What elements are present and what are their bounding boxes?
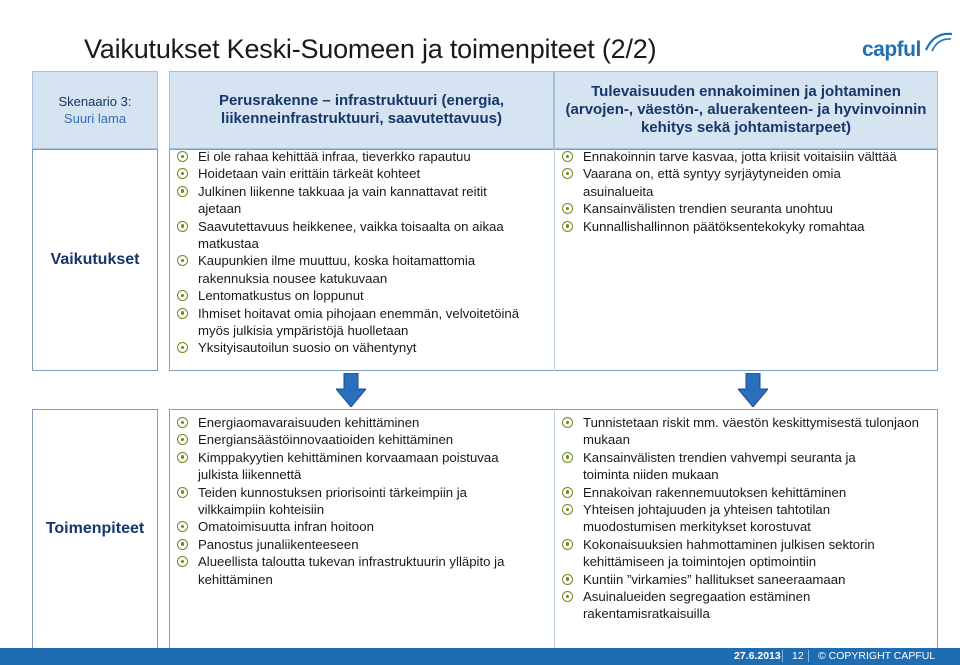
list-item: Omatoimisuutta infran hoitoon <box>169 518 549 535</box>
target-bullet-icon <box>177 186 188 197</box>
page-title: Vaikutukset Keski-Suomeen ja toimenpiteet (2/2) <box>84 34 657 64</box>
down-arrow-icon <box>738 373 768 407</box>
target-bullet-icon <box>562 151 573 162</box>
list-item: Julkinen liikenne takkuaa ja vain kannattavat reitit ajetaan <box>169 183 549 218</box>
target-bullet-icon <box>177 452 188 463</box>
scenario-number: Skenaario 3: <box>58 94 132 109</box>
target-bullet-icon <box>177 521 188 532</box>
measures-left-list <box>169 414 549 588</box>
target-bullet-icon <box>177 255 188 266</box>
target-bullet-icon <box>177 168 188 179</box>
list-item: Hoidetaan vain erittäin tärkeät kohteet <box>169 165 549 182</box>
target-bullet-icon <box>562 591 573 602</box>
list-item: Ennakoinnin tarve kasvaa, jotta kriisit voitaisiin välttää <box>554 148 934 165</box>
capful-logo <box>862 30 954 66</box>
list-item: Yksityisautoilun suosio on vähentynyt <box>169 339 549 356</box>
footer-divider <box>808 650 809 662</box>
scenario-name: Suuri lama <box>63 111 127 126</box>
list-item: Saavutettavuus heikkenee, vaikka toisaalta on aikaa matkustaa <box>169 218 549 253</box>
list-item: Yhteisen johtajuuden ja yhteisen tahtotilan muodostumisen merkitykset korostuvat <box>554 501 934 536</box>
measures-right-list <box>554 414 934 623</box>
list-item: Teiden kunnostuksen priorisointi tärkeimpiin ja vilkkaimpiin kohteisiin <box>169 484 549 519</box>
measures-row-label: Toimenpiteet <box>45 520 145 537</box>
scenario-label <box>32 71 158 149</box>
footer-divider <box>782 650 783 662</box>
target-bullet-icon <box>562 452 573 463</box>
target-bullet-icon <box>562 539 573 550</box>
list-item: Panostus junaliikenteeseen <box>169 536 549 553</box>
right-column-header <box>554 71 938 149</box>
list-item: Kansainvälisten trendien seuranta unohtuu <box>554 200 934 217</box>
target-bullet-icon <box>177 221 188 232</box>
target-bullet-icon <box>177 487 188 498</box>
list-item: Kimppakyytien kehittäminen korvaamaan poistuvaa julkista liikennettä <box>169 449 549 484</box>
target-bullet-icon <box>177 308 188 319</box>
right-column-header-text: Tulevaisuuden ennakoiminen ja johtaminen (arvojen-, väestön-, aluerakenteen- ja hyvinvoinnin kehitys sekä johtamistarpeet) <box>565 83 927 136</box>
list-item: Alueellista taloutta tukevan infrastruktuurin ylläpito ja kehittäminen <box>169 553 549 588</box>
footer-page-number: 12 <box>792 650 804 662</box>
target-bullet-icon <box>177 539 188 550</box>
list-item: Ennakoivan rakennemuutoksen kehittäminen <box>554 484 934 501</box>
list-item: Tunnistetaan riskit mm. väestön keskittymisestä tulonjaon mukaan <box>554 414 934 449</box>
target-bullet-icon <box>562 487 573 498</box>
list-item: Kokonaisuuksien hahmottaminen julkisen sektorin kehittämiseen ja toimintojen optimointiin <box>554 536 934 571</box>
target-bullet-icon <box>562 417 573 428</box>
list-item: Vaarana on, että syntyy syrjäytyneiden omia asuinalueita <box>554 165 934 200</box>
list-item: Asuinalueiden segregaation estäminen rakentamisratkaisuilla <box>554 588 934 623</box>
target-bullet-icon <box>177 342 188 353</box>
list-item: Kuntiin ”virkamies” hallitukset saneeraamaan <box>554 571 934 588</box>
footer-bar <box>0 648 960 665</box>
list-item: Kaupunkien ilme muuttuu, koska hoitamattomia rakennuksia nousee katukuvaan <box>169 252 549 287</box>
list-item: Energiansäästöinnovaatioiden kehittäminen <box>169 431 549 448</box>
target-bullet-icon <box>562 203 573 214</box>
left-column-header-text: Perusrakenne – infrastruktuuri (energia, liikenneinfrastruktuuri, saavutettavuus) <box>218 92 505 127</box>
target-bullet-icon <box>562 574 573 585</box>
footer-date: 27.6.2013 <box>734 650 781 662</box>
target-bullet-icon <box>177 556 188 567</box>
list-item: Ei ole rahaa kehittää infraa, tieverkko rapautuu <box>169 148 549 165</box>
list-item: Ihmiset hoitavat omia pihojaan enemmän, velvoitetöinä myös julkisia ympäristöjä huolletaan <box>169 305 549 340</box>
target-bullet-icon <box>177 434 188 445</box>
list-item: Kunnallishallinnon päätöksentekokyky romahtaa <box>554 218 934 235</box>
impacts-right-list <box>554 148 934 235</box>
target-bullet-icon <box>562 221 573 232</box>
logo-text: capful <box>862 38 921 61</box>
list-item: Energiaomavaraisuuden kehittäminen <box>169 414 549 431</box>
down-arrow-icon <box>336 373 366 407</box>
impacts-left-list <box>169 148 549 357</box>
impacts-row-label: Vaikutukset <box>50 251 140 268</box>
target-bullet-icon <box>562 168 573 179</box>
target-bullet-icon <box>562 504 573 515</box>
target-bullet-icon <box>177 290 188 301</box>
list-item: Kansainvälisten trendien vahvempi seuranta ja toiminta niiden mukaan <box>554 449 934 484</box>
target-bullet-icon <box>177 151 188 162</box>
target-bullet-icon <box>177 417 188 428</box>
left-column-header <box>169 71 554 149</box>
footer-copyright: © COPYRIGHT CAPFUL <box>818 650 936 662</box>
capful-swoosh-icon <box>924 30 954 54</box>
list-item: Lentomatkustus on loppunut <box>169 287 549 304</box>
